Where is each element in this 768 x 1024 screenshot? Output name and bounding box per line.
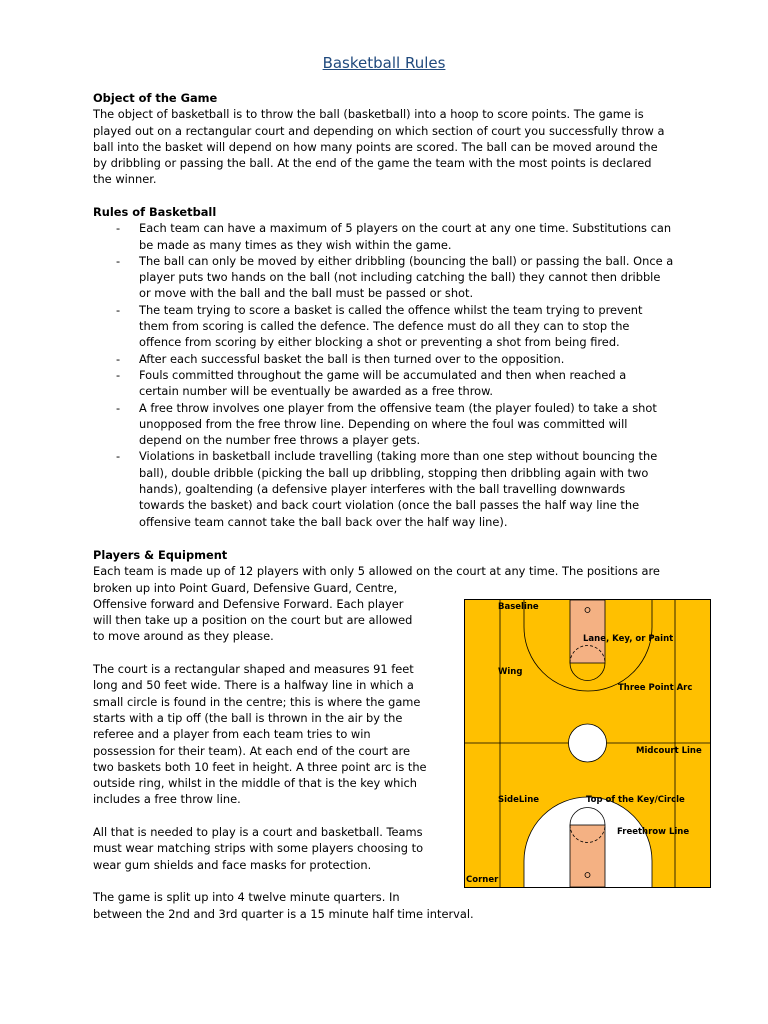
rules-section xyxy=(93,204,683,530)
label-baseline: Baseline xyxy=(498,602,539,612)
rule-line: - A free throw involves one player from the offensive team (the player fouled) to take a shot xyxy=(139,400,657,415)
object-line: the winner. xyxy=(93,172,157,187)
rule-line: certain number will be eventually be awarded as a free throw. xyxy=(139,384,494,399)
rule-line: be made as many times as they wish within the game. xyxy=(139,237,452,252)
rule-line: offence from scoring by either blocking a shot or preventing a shot from being fired. xyxy=(139,335,620,350)
object-line: The object of basketball is to throw the ball (basketball) into a hoop to score points. The game is xyxy=(93,107,644,122)
court-text-line: includes a free throw line. xyxy=(93,792,241,807)
rule-item xyxy=(93,367,683,400)
rule-line: them from scoring is called the defence. The defence must do all they can to stop the xyxy=(139,319,630,334)
label-sideline: SideLine xyxy=(498,795,540,805)
rule-line: ball), double dribble (picking the ball up dribbling, stopping then dribbling again with two xyxy=(139,465,649,480)
object-section xyxy=(93,90,683,188)
rules-heading: Rules of Basketball xyxy=(93,205,217,219)
rule-line: or move with the ball and the ball must be passed or shot. xyxy=(139,286,474,301)
label-midcourt: Midcourt Line xyxy=(636,746,702,756)
equipment-line: must wear matching strips with some players choosing to xyxy=(93,841,424,856)
label-wing: Wing xyxy=(498,667,523,677)
court-text-line: starts with a tip off (the ball is thrown in the air by the xyxy=(93,710,403,725)
object-heading: Object of the Game xyxy=(93,91,218,105)
label-corner: Corner xyxy=(466,875,499,885)
rule-line: - The ball can only be moved by either dribbling (bouncing the ball) or passing the ball. Once a xyxy=(139,253,674,268)
center-circle xyxy=(569,724,607,762)
equipment-line: All that is needed to play is a court and basketball. Teams xyxy=(93,825,423,840)
rule-line: depend on the number free throws a player gets. xyxy=(139,433,421,448)
court-text-line: possession for their team). At each end of the court are xyxy=(93,743,411,758)
court-text-line: The court is a rectangular shaped and measures 91 feet xyxy=(93,662,414,677)
label-top-key: Top of the Key/Circle xyxy=(586,795,685,805)
label-three-point: Three Point Arc xyxy=(618,683,693,693)
court-diagram xyxy=(464,599,711,888)
court-text-line: long and 50 feet wide. There is a halfway line in which a xyxy=(93,678,414,693)
players-heading: Players & Equipment xyxy=(93,548,228,562)
quarters-line: The game is split up into 4 twelve minute quarters. In xyxy=(93,890,400,905)
players-line: Each team is made up of 12 players with only 5 allowed on the court at any time. The positions are xyxy=(93,564,660,579)
object-line: ball into the basket will depend on how many points are scored. The ball can be moved around the xyxy=(93,139,658,154)
top-key xyxy=(570,600,605,663)
rule-item xyxy=(93,253,683,302)
rule-line: - The team trying to score a basket is called the offence whilst the team trying to prevent xyxy=(139,302,643,317)
object-line: played out on a rectangular court and depending on which section of court you successfully throw a xyxy=(93,123,665,138)
rule-line: offensive team cannot take the ball back over the half way line). xyxy=(139,514,508,529)
rule-item xyxy=(93,302,683,351)
object-line: by dribbling or passing the ball. At the end of the game the team with the most points is declared xyxy=(93,156,652,171)
equipment-line: wear gum shields and face masks for protection. xyxy=(93,857,372,872)
quarters-line: between the 2nd and 3rd quarter is a 15 minute half time interval. xyxy=(93,906,474,921)
court-text-line: outside ring, whilst in the middle of that is the key which xyxy=(93,776,417,791)
rule-line: unopposed from the free throw line. Depending on where the foul was committed will xyxy=(139,416,628,431)
players-line: broken up into Point Guard, Defensive Guard, Centre, xyxy=(93,580,398,595)
rules-list xyxy=(93,220,683,530)
rule-line: hands), goaltending (a defensive player interferes with the ball travelling downwards xyxy=(139,482,626,497)
court-text-line: referee and a player from each team tries to win xyxy=(93,727,371,742)
label-freethrow: Freethrow Line xyxy=(617,827,690,837)
rule-line: towards the basket) and back court violation (once the ball passes the half way line the xyxy=(139,498,640,513)
rule-line: - After each successful basket the ball is then turned over to the opposition. xyxy=(139,351,565,366)
rule-line: - Each team can have a maximum of 5 players on the court at any one time. Substitutions can xyxy=(139,221,672,236)
rule-item xyxy=(93,400,683,449)
players-line: Offensive forward and Defensive Forward. Each player xyxy=(93,596,404,611)
court-svg xyxy=(464,599,711,888)
court-text-line: small circle is found in the centre; this is where the game xyxy=(93,694,421,709)
players-line: to move around as they please. xyxy=(93,629,274,644)
players-line: will then take up a position on the court but are allowed xyxy=(93,613,413,628)
rule-line: - Fouls committed throughout the game will be accumulated and then when reached a xyxy=(139,367,627,382)
rule-item xyxy=(93,448,683,529)
document-title: Basketball Rules xyxy=(322,54,446,72)
court-text-line: two baskets both 10 feet in height. A three point arc is the xyxy=(93,759,427,774)
rule-line: player puts two hands on the ball (not including catching the ball) they cannot then dribble xyxy=(139,270,661,285)
rule-item xyxy=(93,220,683,253)
label-lane: Lane, Key, or Paint xyxy=(583,634,674,644)
rule-item xyxy=(93,351,683,367)
rule-line: - Violations in basketball include travelling (taking more than one step without bouncing the xyxy=(139,449,658,464)
